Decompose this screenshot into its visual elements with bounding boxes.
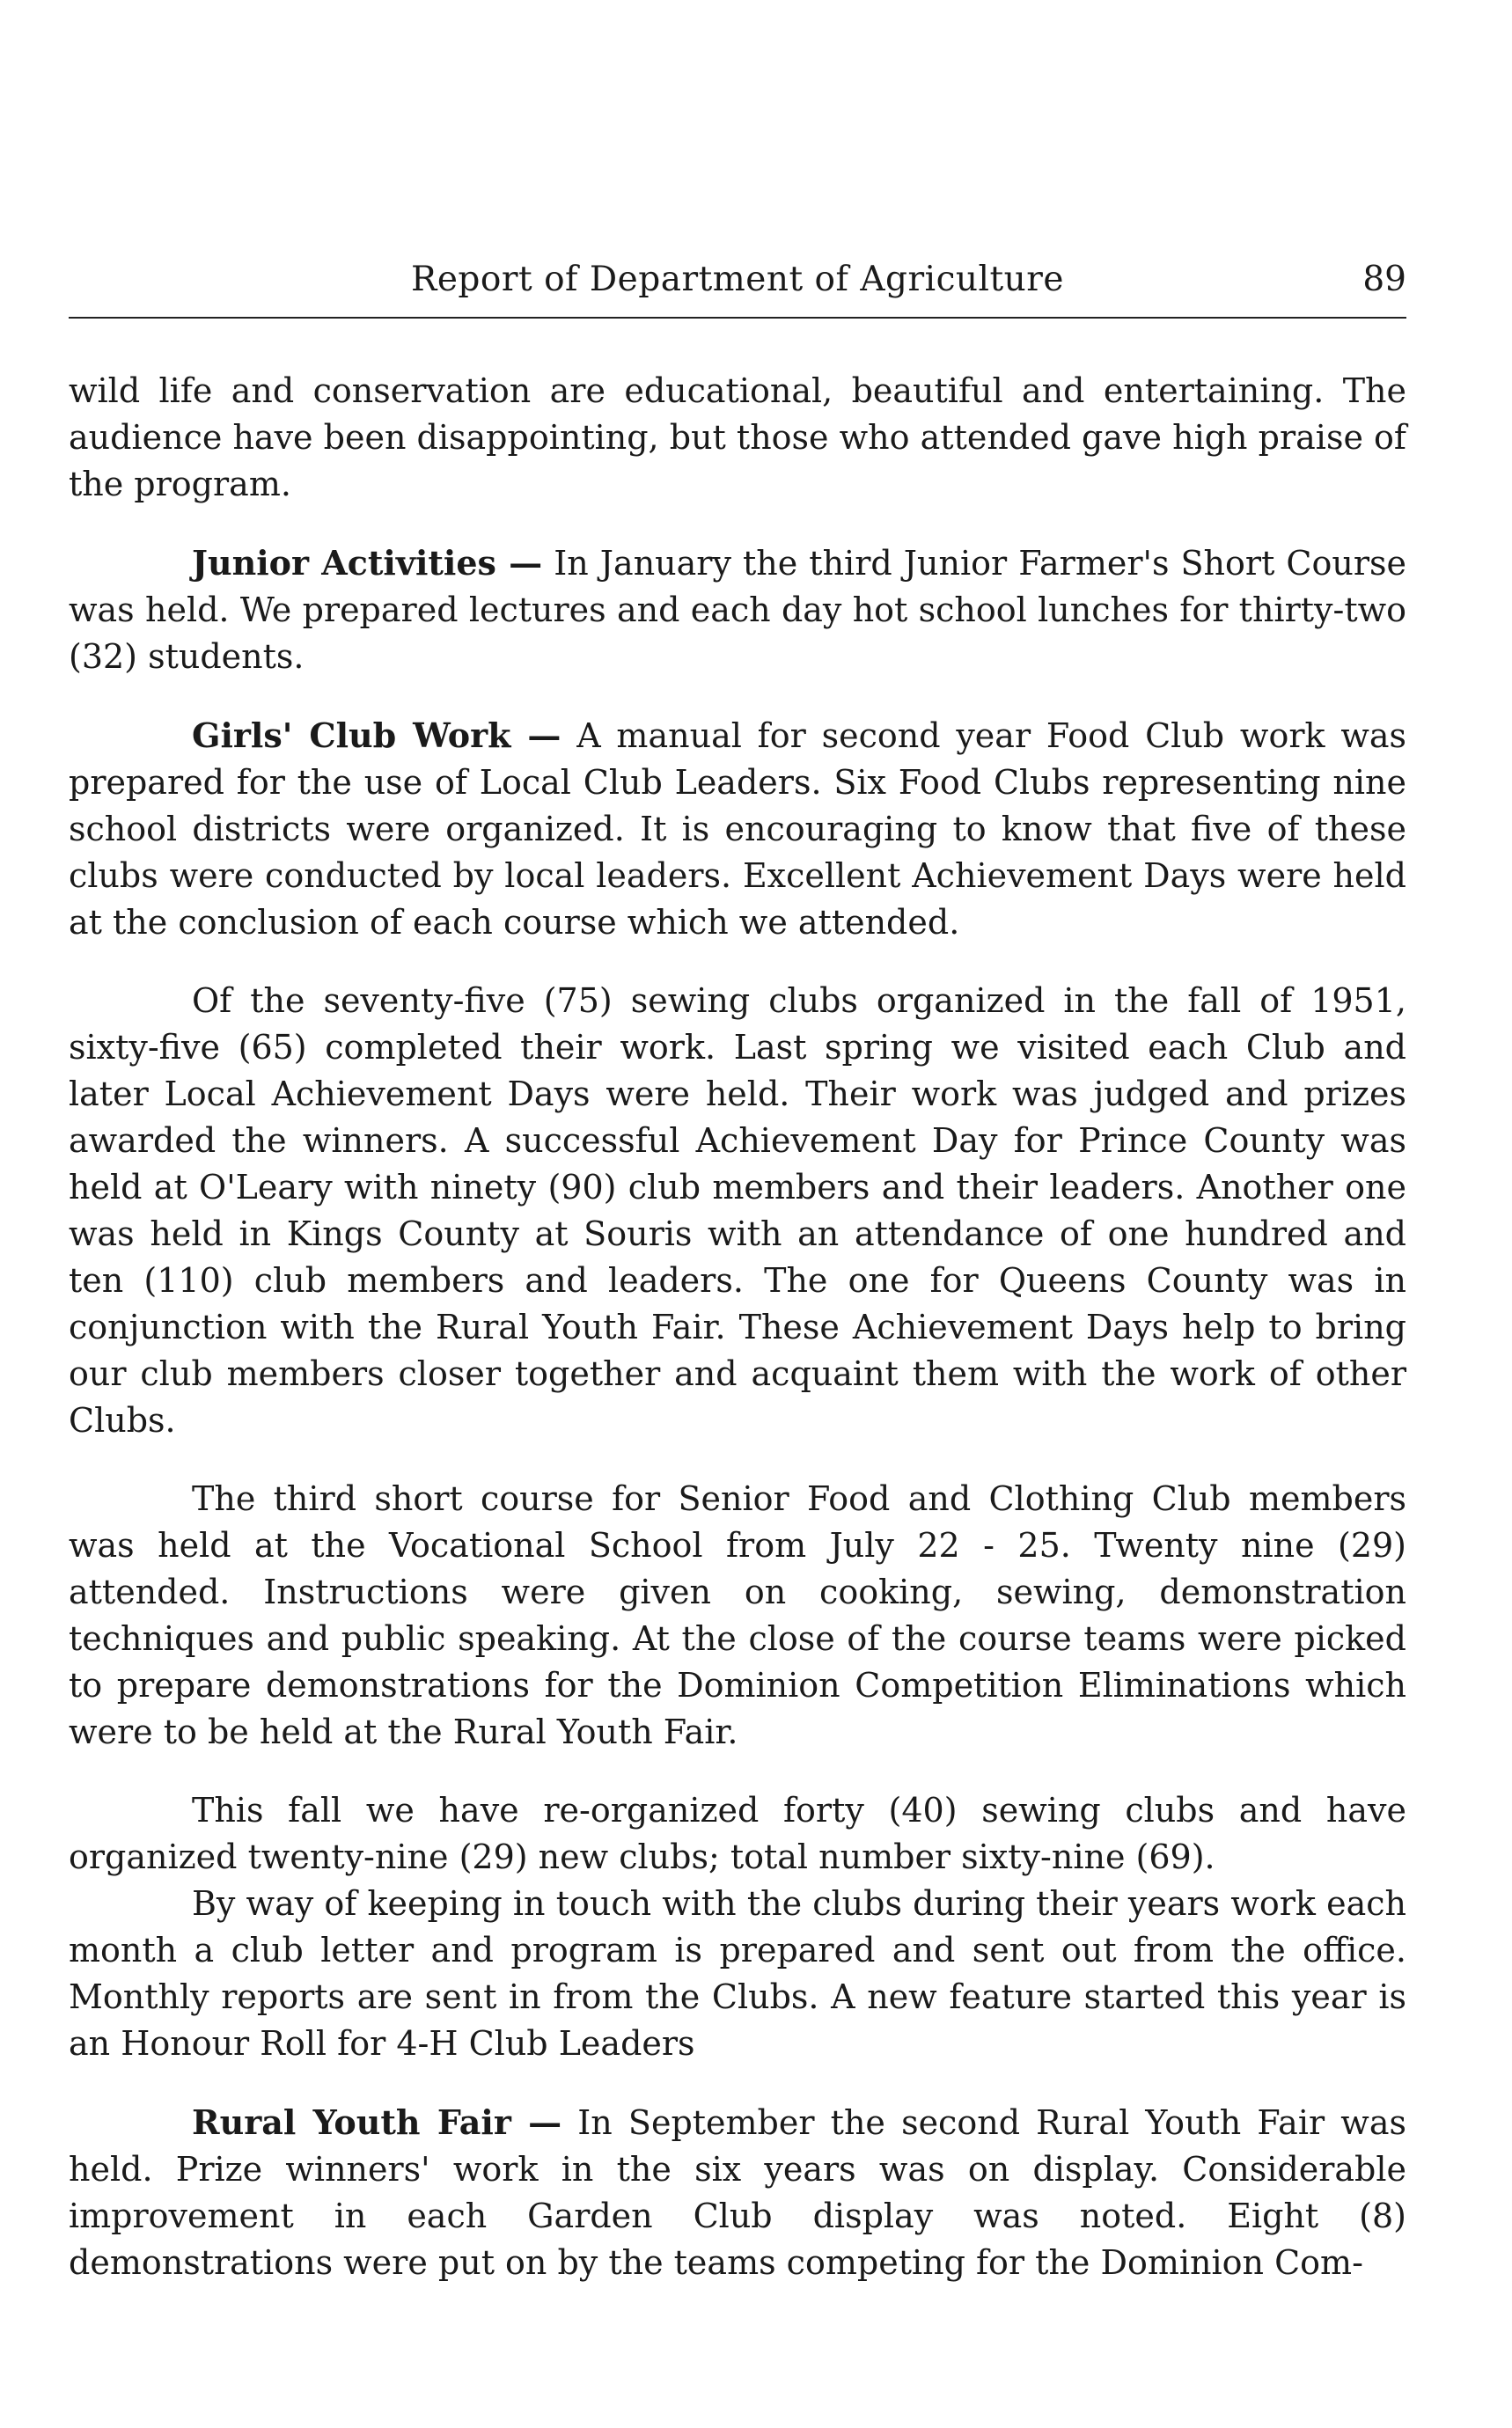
- body-text: [69, 368, 1406, 2286]
- header-rule: [69, 317, 1406, 319]
- paragraph-text: Of the seventy-five (75) sewing clubs organized in the fall of 1951, sixty-five (65) completed their work. Last spring we visited each Club and later Local Achievement Days were held. Their work was judged and prizes awarded the winners. A successful Achievement Day for Prince County was held at O'Leary with ninety (90) club members and their leaders. Another one was held in Kings County at Souris with an attendance of one hundred and ten (110) club members and leaders. The one for Queens County was in conjunction with the Rural Youth Fair. These Achievement Days help to bring our club members closer together and acquaint them with the work of other Clubs.: [69, 981, 1406, 1440]
- paragraph-wildlife-continuation: [69, 368, 1406, 508]
- paragraph-text: wild life and conservation are educational, beautiful and entertaining. The audience have been disappointing, but those who attended gave high praise of the program.: [69, 371, 1406, 503]
- paragraph-text: In September the second Rural Youth Fair was held. Prize winners' work in the six years was on display. Considerable improvement in each Garden Club display was noted. Eight (8) demonstrations were put on by the teams competing for the Dominion Com-: [69, 2103, 1406, 2282]
- paragraph-sewing-clubs: [69, 978, 1406, 1444]
- section-heading-junior-activities: Junior Activities —: [192, 543, 543, 583]
- paragraph-club-letter: [69, 1881, 1406, 2067]
- paragraph-text: By way of keeping in touch with the clubs during their years work each month a club letter and program is prepared and sent out from the office. Monthly reports are sent in from the Clubs. A new feature started this year is an Honour Roll for 4-H Club Leaders: [69, 1884, 1406, 2063]
- paragraph-text: This fall we have re-organized forty (40) sewing clubs and have organized twenty-nine (29) new clubs; total number sixty-nine (69).: [69, 1791, 1406, 1876]
- section-heading-girls-club-work: Girls' Club Work —: [192, 715, 561, 755]
- paragraph-text: A manual for second year Food Club work was prepared for the use of Local Club Leaders. Six Food Clubs representing nine school districts were organized. It is encouraging to know that five of these clubs were conducted by local leaders. Excellent Achievement Days were held at the conclusion of each course which we attended.: [69, 716, 1406, 942]
- running-header: [69, 255, 1406, 304]
- paragraph-rural-youth-fair: [69, 2099, 1406, 2286]
- paragraph-girls-club-work: [69, 712, 1406, 946]
- section-heading-rural-youth-fair: Rural Youth Fair —: [192, 2102, 562, 2142]
- page-number: 89: [1362, 260, 1406, 299]
- paragraph-reorganized-clubs: [69, 1787, 1406, 1881]
- running-title: Report of Department of Agriculture: [410, 260, 1065, 299]
- paragraph-text: The third short course for Senior Food and Clothing Club members was held at the Vocational School from July 22 - 25. Twenty nine (29) attended. Instructions were given on cooking, sewing, demonstration techniques and public speaking. At the close of the course teams were picked to prepare demonstrations for the Dominion Competition Eliminations which were to be held at the Rural Youth Fair.: [69, 1479, 1406, 1751]
- paragraph-senior-short-course: [69, 1476, 1406, 1756]
- paragraph-junior-activities: [69, 539, 1406, 680]
- paragraph-text: In January the third Junior Farmer's Short Course was held. We prepared lectures and each day hot school lunches for thirty-two (32) students.: [69, 544, 1406, 676]
